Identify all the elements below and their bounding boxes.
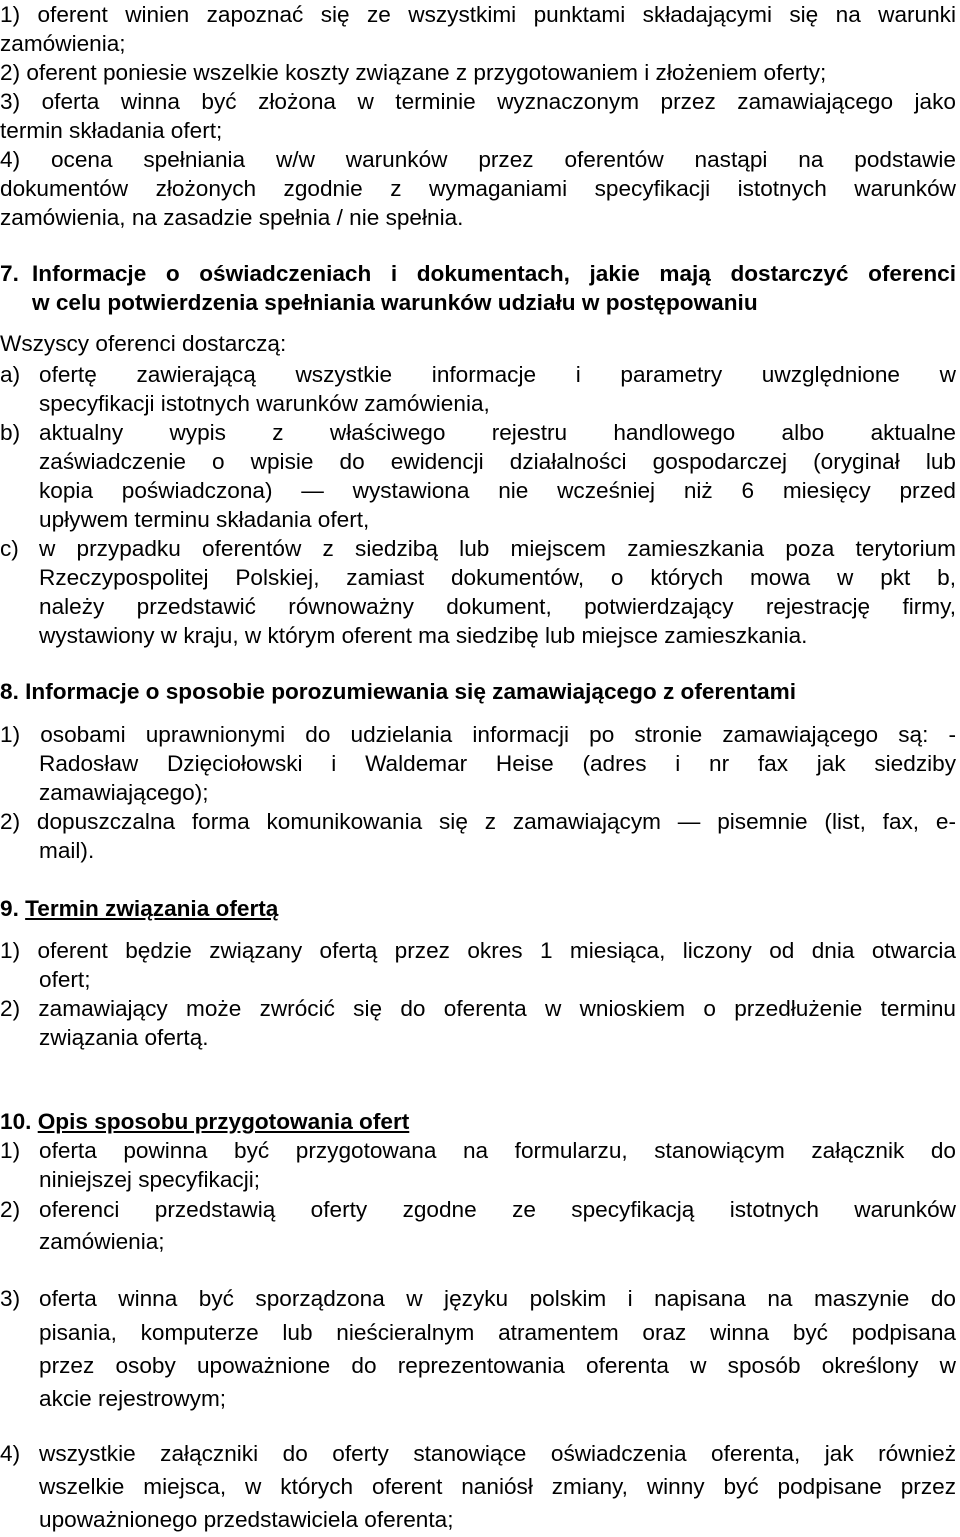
s9-item1-line1: 1) oferent będzie związany ofertą przez okres 1 miesiąca, liczony od dnia otwarcia	[0, 938, 956, 963]
s9-heading-title: Termin związania ofertą	[25, 896, 279, 921]
s10-item3-line2: pisania, komputerze lub nieścieralnym atramentem oraz winna być podpisana	[39, 1320, 956, 1345]
s7-b-line3: kopia poświadczona) ― wystawiona nie wcześniej niż 6 miesięcy przed	[39, 478, 956, 503]
s7-b-line2: zaświadczenie o wpisie do ewidencji działalności gospodarczej (oryginał lub	[39, 449, 956, 474]
s7-a-marker: a)	[0, 362, 21, 387]
s10-heading	[0, 1107, 956, 1136]
s7-c-line3: należy przedstawić równoważny dokument, potwierdzający rejestrację firmy,	[39, 594, 956, 619]
s6-item2: 2) oferent poniesie wszelkie koszty związane z przygotowaniem i złożeniem oferty;	[0, 60, 827, 85]
s9-item2-line2: związania ofertą.	[39, 1025, 209, 1050]
s8-item1-line3: zamawiającego);	[39, 780, 209, 805]
s10-item1-line2: niniejszej specyfikacji;	[39, 1167, 261, 1192]
s10-item3-line1: oferta winna być sporządzona w języku polskim i napisana na maszynie do	[39, 1286, 956, 1311]
s7-c-line4: wystawiony w kraju, w którym oferent ma siedzibę lub miejsce zamieszkania.	[39, 623, 808, 648]
s10-item3-marker: 3)	[0, 1286, 21, 1311]
s9-heading-number: 9.	[0, 896, 19, 921]
s6-item3-line2: termin składania ofert;	[0, 118, 223, 143]
s8-item1-line1: 1) osobami uprawnionymi do udzielania informacji po stronie zamawiającego są: -	[0, 722, 956, 747]
s7-intro: Wszyscy oferenci dostarczą:	[0, 331, 287, 356]
s10-item4-line3: upoważnionego przedstawiciela oferenta;	[39, 1507, 454, 1532]
s9-heading	[0, 894, 956, 923]
s10-heading-title: Opis sposobu przygotowania ofert	[37, 1109, 410, 1134]
s10-item4-line2: wszelkie miejsca, w których oferent naniósł zmiany, winny być podpisane przez	[39, 1474, 956, 1499]
s6-item4-line3: zamówienia, na zasadzie spełnia / nie spełnia.	[0, 205, 464, 230]
s6-item3-line1: 3) oferta winna być złożona w terminie wyznaczonym przez zamawiającego jako	[0, 89, 956, 114]
s10-item1-marker: 1)	[0, 1138, 21, 1163]
s10-item4-line1: wszystkie załączniki do oferty stanowiące oświadczenia oferenta, jak również	[39, 1441, 956, 1466]
s10-item3-line4: akcie rejestrowym;	[39, 1386, 227, 1411]
s10-heading-number: 10.	[0, 1109, 32, 1134]
s6-item4-line2: dokumentów złożonych zgodnie z wymaganiami specyfikacji istotnych warunków	[0, 176, 956, 201]
s7-heading-line1: Informacje o oświadczeniach i dokumentach, jakie mają dostarczyć oferenci	[32, 261, 956, 286]
s9-item1-line2: ofert;	[39, 967, 91, 992]
s7-b-marker: b)	[0, 420, 21, 445]
s7-a-line1: ofertę zawierającą wszystkie informacje i parametry uwzględnione w	[39, 362, 956, 387]
s10-item2-line1: oferenci przedstawią oferty zgodne ze specyfikacją istotnych warunków	[39, 1197, 956, 1222]
s8-item2-line1: 2) dopuszczalna forma komunikowania się z zamawiającym ― pisemnie (list, fax, e-	[0, 809, 956, 834]
s7-b-line4: upływem terminu składania ofert,	[39, 507, 370, 532]
s8-item2-line2: mail).	[39, 838, 95, 863]
s10-item2-line2: zamówienia;	[39, 1229, 165, 1254]
s6-item1-line1: 1) oferent winien zapoznać się ze wszystkimi punktami składającymi się na warunki	[0, 2, 956, 27]
s8-heading: 8. Informacje o sposobie porozumiewania się zamawiającego z oferentami	[0, 679, 797, 704]
s7-c-line2: Rzeczypospolitej Polskiej, zamiast dokumentów, o których mowa w pkt b,	[39, 565, 956, 590]
s6-item4-line1: 4) ocena spełniania w/w warunków przez oferentów nastąpi na podstawie	[0, 147, 956, 172]
s7-b-line1: aktualny wypis z właściwego rejestru handlowego albo aktualne	[39, 420, 956, 445]
s6-item1-line2: zamówienia;	[0, 31, 126, 56]
s9-item2-line1: 2) zamawiający może zwrócić się do oferenta w wnioskiem o przedłużenie terminu	[0, 996, 956, 1021]
s10-item1-line1: oferta powinna być przygotowana na formularzu, stanowiącym załącznik do	[39, 1138, 956, 1163]
s10-item3-line3: przez osoby upoważnione do reprezentowania oferenta w sposób określony w	[39, 1353, 956, 1378]
s7-heading-number: 7.	[0, 261, 19, 286]
s7-c-line1: w przypadku oferentów z siedzibą lub miejscem zamieszkania poza terytorium	[39, 536, 956, 561]
s10-item2-marker: 2)	[0, 1197, 21, 1222]
s10-item4-marker: 4)	[0, 1441, 21, 1466]
s7-heading-line2: w celu potwierdzenia spełniania warunków udziału w postępowaniu	[32, 290, 758, 315]
s8-item1-line2: Radosław Dzięciołowski i Waldemar Heise (adres i nr fax jak siedziby	[39, 751, 956, 776]
s7-a-line2: specyfikacji istotnych warunków zamówienia,	[39, 391, 490, 416]
s7-c-marker: c)	[0, 536, 19, 561]
